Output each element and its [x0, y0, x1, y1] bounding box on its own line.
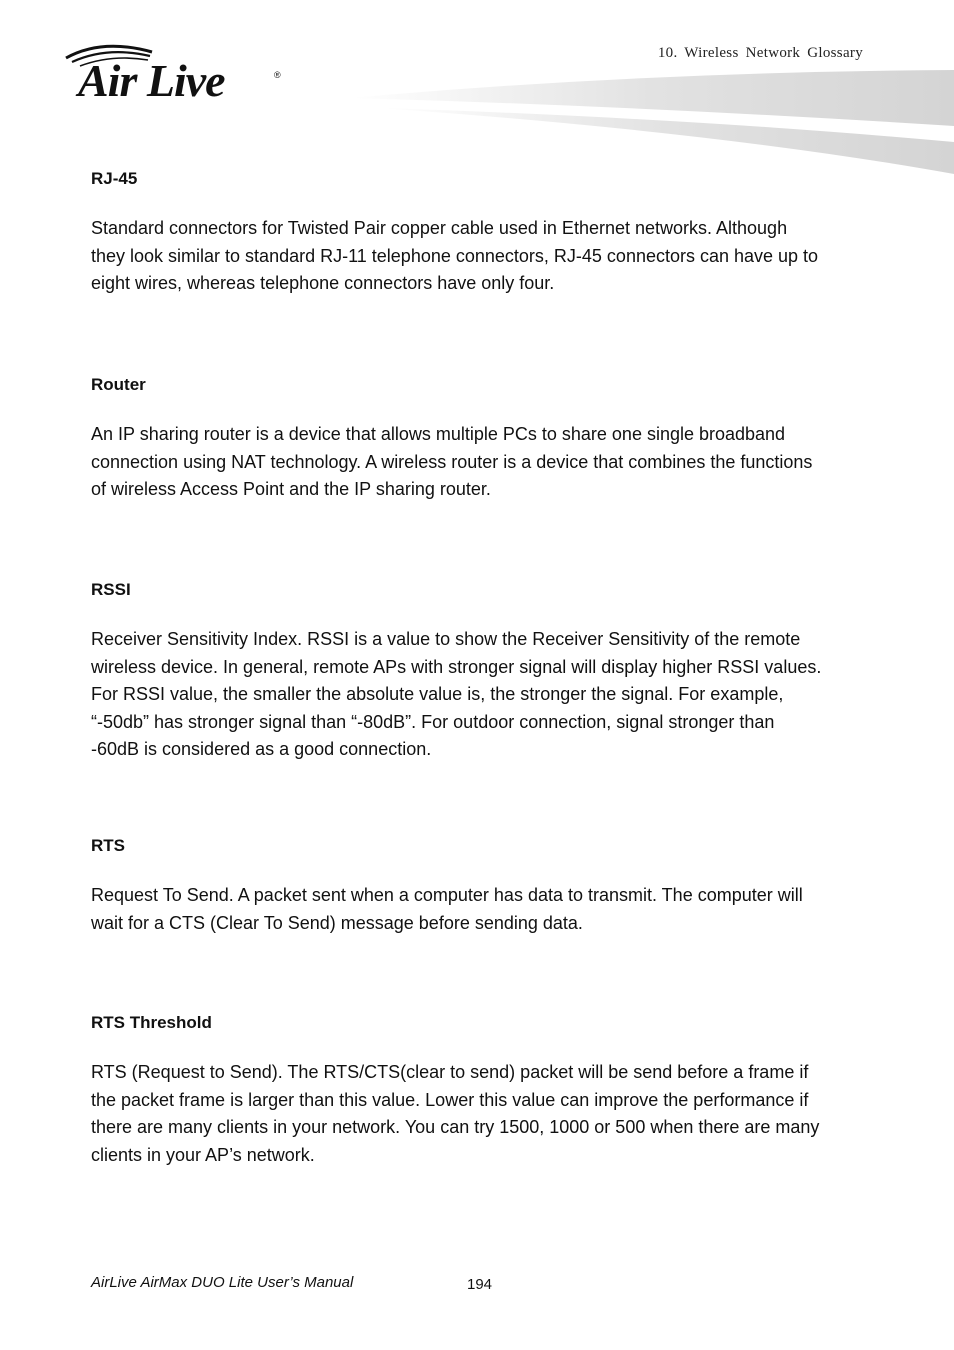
term-heading: RSSI — [91, 580, 131, 599]
logo-registered-mark: ® — [274, 70, 281, 80]
chapter-title: 10. Wireless Network Glossary — [657, 45, 863, 61]
term-definition: Standard connectors for Twisted Pair copper cable used in Ethernet networks. Although they look similar to standard RJ-11 telephone connectors, RJ-45 connectors can have up to eight wires, whereas telephone connectors have only four. — [91, 218, 819, 294]
term-definition: RTS (Request to Send). The RTS/CTS(clear to send) packet will be send before a frame if the packet frame is larger than this value. Lower this value can improve the performance if there are many clients in your network. You can try 1500, 1000 or 500 when there are many clients in your AP’s network. — [91, 1062, 820, 1165]
term-heading: RTS — [91, 836, 125, 855]
airlive-logo — [62, 42, 287, 104]
logo-wordmark: Air Live — [78, 55, 225, 106]
term-definition: Request To Send. A packet sent when a computer has data to transmit. The computer will wait for a CTS (Clear To Send) message before sending data. — [91, 885, 803, 933]
footer-manual-title: AirLive AirMax DUO Lite User’s Manual — [91, 1274, 354, 1291]
term-heading: RJ-45 — [91, 169, 138, 188]
term-heading: RTS Threshold — [91, 1013, 212, 1032]
term-heading: Router — [91, 375, 146, 394]
term-definition: An IP sharing router is a device that allows multiple PCs to share one single broadband connection using NAT technology. A wireless router is a device that combines the functions of wireless Access Point and the IP sharing router. — [91, 424, 813, 500]
footer-page-number: 194 — [467, 1276, 493, 1293]
header-decorative-band — [340, 66, 954, 178]
term-definition: Receiver Sensitivity Index. RSSI is a value to show the Receiver Sensitivity of the remote wireless device. In general, remote APs with stronger signal will display higher RSSI values. For RSSI value, the smaller the absolute value is, the stronger the signal. For example, “-50db” has stronger signal than “-80dB”. For outdoor connection, signal stronger than -60dB is considered as a good connection. — [91, 629, 822, 760]
